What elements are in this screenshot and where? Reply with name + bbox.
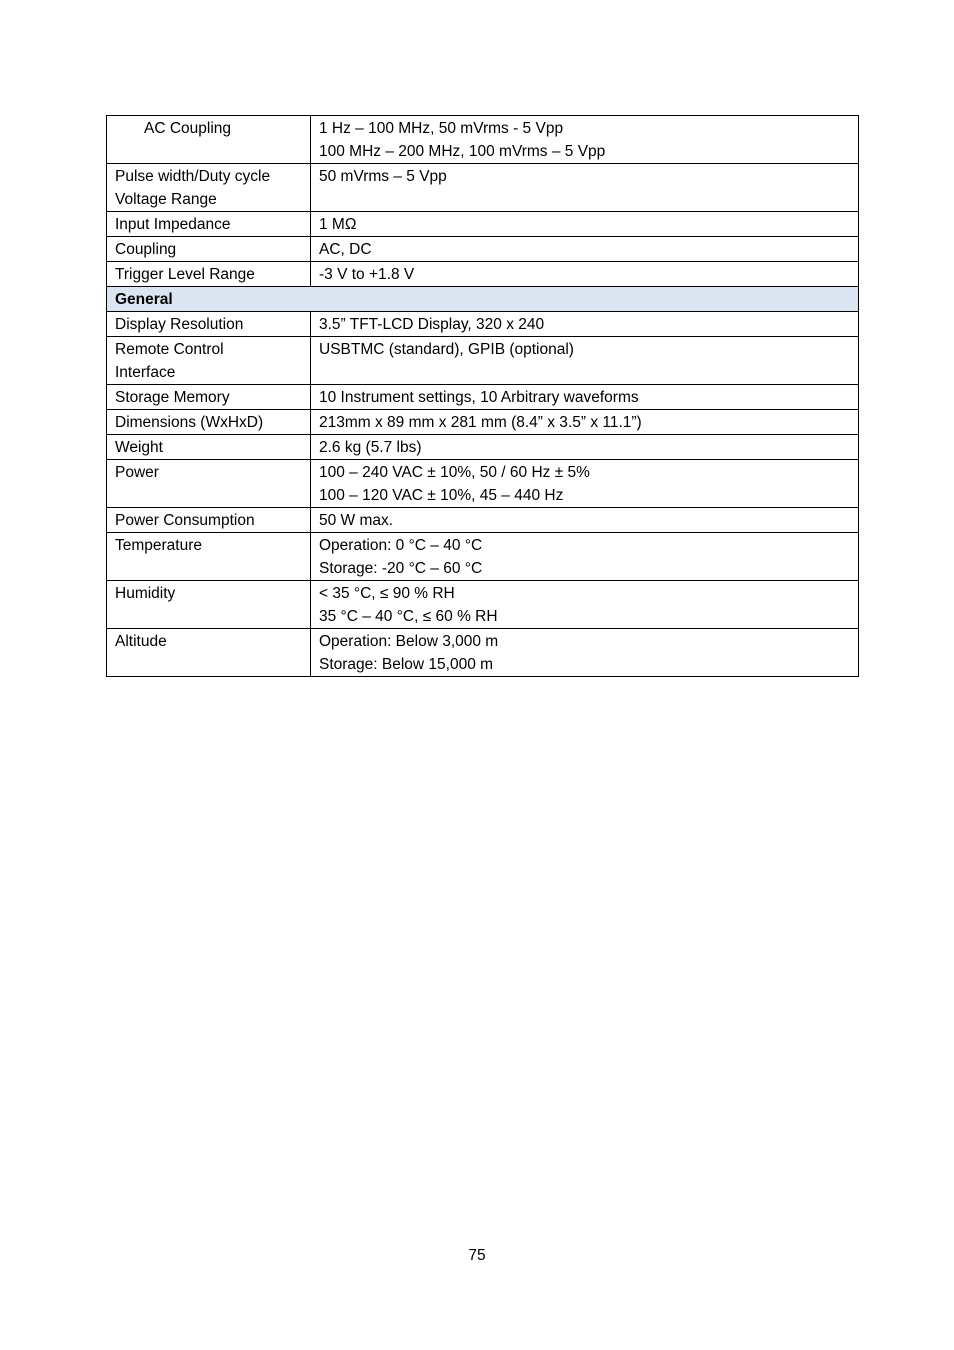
spec-label-text: Power bbox=[115, 464, 159, 481]
page-number: 75 bbox=[468, 1247, 486, 1264]
spec-label-text: AC Coupling bbox=[144, 120, 232, 137]
spec-label bbox=[107, 337, 311, 385]
spec-value-line: 100 – 120 VAC ± 10%, 45 – 440 Hz bbox=[319, 487, 564, 504]
spec-label-text: Altitude bbox=[115, 633, 167, 650]
table-row bbox=[107, 237, 859, 262]
spec-value-line: 3.5” TFT-LCD Display, 320 x 240 bbox=[319, 316, 545, 333]
spec-value bbox=[311, 237, 859, 262]
spec-label-text: Display Resolution bbox=[115, 316, 244, 333]
table-row bbox=[107, 410, 859, 435]
spec-value bbox=[311, 508, 859, 533]
table-row bbox=[107, 385, 859, 410]
spec-label bbox=[107, 164, 311, 212]
spec-label bbox=[107, 460, 311, 508]
spec-value-line: 100 – 240 VAC ± 10%, 50 / 60 Hz ± 5% bbox=[319, 464, 590, 481]
spec-label bbox=[107, 212, 311, 237]
spec-label-text: Temperature bbox=[115, 537, 203, 554]
spec-label-text: Trigger Level Range bbox=[115, 266, 255, 283]
spec-label bbox=[107, 237, 311, 262]
spec-label-text: Remote Control bbox=[115, 341, 224, 358]
table-row bbox=[107, 312, 859, 337]
spec-label bbox=[107, 508, 311, 533]
spec-label-text: Storage Memory bbox=[115, 389, 230, 406]
spec-value bbox=[311, 581, 859, 629]
spec-label bbox=[107, 262, 311, 287]
specifications-table bbox=[106, 115, 859, 677]
spec-value bbox=[311, 164, 859, 212]
spec-value-line: 100 MHz – 200 MHz, 100 mVrms – 5 Vpp bbox=[319, 143, 606, 160]
spec-value-line: Operation: Below 3,000 m bbox=[319, 633, 499, 650]
spec-value bbox=[311, 629, 859, 677]
table-row bbox=[107, 212, 859, 237]
spec-label bbox=[107, 116, 311, 164]
spec-value bbox=[311, 312, 859, 337]
section-title: General bbox=[115, 291, 173, 308]
table-row bbox=[107, 533, 859, 581]
spec-value bbox=[311, 337, 859, 385]
spec-value bbox=[311, 435, 859, 460]
spec-value bbox=[311, 533, 859, 581]
spec-value bbox=[311, 410, 859, 435]
spec-value-line: 1 MΩ bbox=[319, 216, 357, 233]
spec-value-line: 2.6 kg (5.7 lbs) bbox=[319, 439, 422, 456]
section-header-row bbox=[107, 287, 859, 312]
spec-label bbox=[107, 385, 311, 410]
spec-label bbox=[107, 581, 311, 629]
spec-label-text: Weight bbox=[115, 439, 163, 456]
table-row bbox=[107, 581, 859, 629]
spec-value-line: 50 mVrms – 5 Vpp bbox=[319, 168, 447, 185]
spec-label bbox=[107, 410, 311, 435]
spec-value-line: Operation: 0 °C – 40 °C bbox=[319, 537, 483, 554]
spec-value bbox=[311, 385, 859, 410]
table-row bbox=[107, 337, 859, 385]
table-row bbox=[107, 460, 859, 508]
spec-label-text: Interface bbox=[115, 364, 176, 381]
table-row bbox=[107, 508, 859, 533]
section-header bbox=[107, 287, 859, 312]
spec-label-text: Pulse width/Duty cycle bbox=[115, 168, 271, 185]
spec-label-text: Input Impedance bbox=[115, 216, 231, 233]
table-row bbox=[107, 262, 859, 287]
table-row bbox=[107, 435, 859, 460]
spec-value-line: Storage: -20 °C – 60 °C bbox=[319, 560, 483, 577]
spec-label-text: Coupling bbox=[115, 241, 177, 258]
spec-value-line: USBTMC (standard), GPIB (optional) bbox=[319, 341, 574, 358]
spec-value-line: 1 Hz – 100 MHz, 50 mVrms - 5 Vpp bbox=[319, 120, 564, 137]
spec-label-text: Dimensions (WxHxD) bbox=[115, 414, 264, 431]
spec-value-line: Storage: Below 15,000 m bbox=[319, 656, 494, 673]
spec-value-line: 35 °C – 40 °C, ≤ 60 % RH bbox=[319, 608, 498, 625]
spec-value-line: AC, DC bbox=[319, 241, 372, 258]
spec-label bbox=[107, 629, 311, 677]
spec-label bbox=[107, 533, 311, 581]
table-row bbox=[107, 164, 859, 212]
spec-value bbox=[311, 460, 859, 508]
spec-value bbox=[311, 116, 859, 164]
spec-value bbox=[311, 212, 859, 237]
spec-value-line: 50 W max. bbox=[319, 512, 394, 529]
spec-label bbox=[107, 435, 311, 460]
spec-label-text: Humidity bbox=[115, 585, 176, 602]
spec-label-text: Voltage Range bbox=[115, 191, 217, 208]
spec-value-line: 10 Instrument settings, 10 Arbitrary waveforms bbox=[319, 389, 639, 406]
spec-value-line: < 35 °C, ≤ 90 % RH bbox=[319, 585, 455, 602]
spec-value-line: 213mm x 89 mm x 281 mm (8.4” x 3.5” x 11.1”) bbox=[319, 414, 642, 431]
spec-label-text: Power Consumption bbox=[115, 512, 255, 529]
table-row bbox=[107, 116, 859, 164]
spec-label bbox=[107, 312, 311, 337]
spec-value-line: -3 V to +1.8 V bbox=[319, 266, 415, 283]
spec-value bbox=[311, 262, 859, 287]
table-row bbox=[107, 629, 859, 677]
